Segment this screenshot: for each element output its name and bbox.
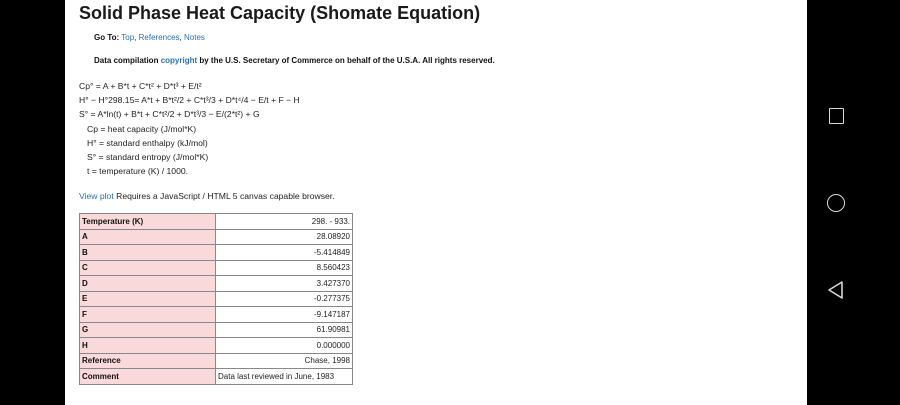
temperature-definition: t = temperature (K) / 1000. xyxy=(87,166,189,176)
recents-icon[interactable] xyxy=(829,108,844,124)
enthalpy-equation: H° − H°298.15= A*t + B*t²/2 + C*t³/3 + D*t⁴/4 − E/t + F − H xyxy=(79,95,300,105)
row-label: Temperature (K) xyxy=(80,214,216,230)
cp-equation: Cp° = A + B*t + C*t² + D*t³ + E/t² xyxy=(79,81,202,91)
cp-definition: Cp = heat capacity (J/mol*K) xyxy=(87,124,197,134)
row-value: 0.000000 xyxy=(216,338,353,354)
row-value: 3.427370 xyxy=(216,276,353,292)
table-row xyxy=(80,229,353,245)
table-row xyxy=(80,260,353,276)
table-row xyxy=(80,291,353,307)
goto-top-link[interactable]: Top xyxy=(121,33,135,42)
goto-bar: Go To: Top, References, Notes xyxy=(94,33,205,42)
row-value: Data last reviewed in June, 1983 xyxy=(216,369,353,385)
row-label: E xyxy=(80,291,216,307)
entropy-equation: S° = A*ln(t) + B*t + C*t²/2 + D*t³/3 − E/(2*t²) + G xyxy=(79,109,260,119)
row-label: B xyxy=(80,245,216,261)
row-label: Reference xyxy=(80,353,216,369)
page-title: Solid Phase Heat Capacity (Shomate Equation) xyxy=(79,3,481,23)
row-value: Chase, 1998 xyxy=(216,353,353,369)
goto-references-link[interactable]: References xyxy=(138,33,180,42)
table-row xyxy=(80,338,353,354)
copyright-notice: Data compilation copyright by the U.S. Secretary of Commerce on behalf of the U.S.A. All rights reserved. xyxy=(94,56,495,65)
row-label: F xyxy=(80,307,216,323)
home-icon[interactable] xyxy=(827,194,845,212)
goto-notes-link[interactable]: Notes xyxy=(184,33,205,42)
view-plot-line: View plot Requires a JavaScript / HTML 5 canvas capable browser. xyxy=(79,191,335,201)
row-label: H xyxy=(80,338,216,354)
table-row xyxy=(80,245,353,261)
copyright-link[interactable]: copyright xyxy=(160,56,198,65)
table-row xyxy=(80,353,353,369)
table-row xyxy=(80,307,353,323)
row-value: -0.277375 xyxy=(216,291,353,307)
shomate-table xyxy=(79,213,353,385)
view-plot-link[interactable]: View plot xyxy=(79,191,114,201)
enthalpy-definition: H° = standard enthalpy (kJ/mol) xyxy=(87,138,208,148)
table-row xyxy=(80,276,353,292)
goto-label: Go To: xyxy=(94,33,120,42)
row-value: 61.90981 xyxy=(216,322,353,338)
row-label: Comment xyxy=(80,369,216,385)
row-label: C xyxy=(80,260,216,276)
row-value: -5.414849 xyxy=(216,245,353,261)
system-nav-bar xyxy=(807,0,900,405)
row-value: 28.08920 xyxy=(216,229,353,245)
entropy-definition: S° = standard entropy (J/mol*K) xyxy=(87,152,209,162)
table-row xyxy=(80,322,353,338)
back-icon[interactable] xyxy=(826,280,846,300)
row-label: A xyxy=(80,229,216,245)
row-label: D xyxy=(80,276,216,292)
web-page xyxy=(65,0,807,405)
row-value: 298. - 933. xyxy=(216,214,353,230)
table-row xyxy=(80,214,353,230)
table-row xyxy=(80,369,353,385)
row-value: -9.147187 xyxy=(216,307,353,323)
row-label: G xyxy=(80,322,216,338)
row-value: 8.560423 xyxy=(216,260,353,276)
